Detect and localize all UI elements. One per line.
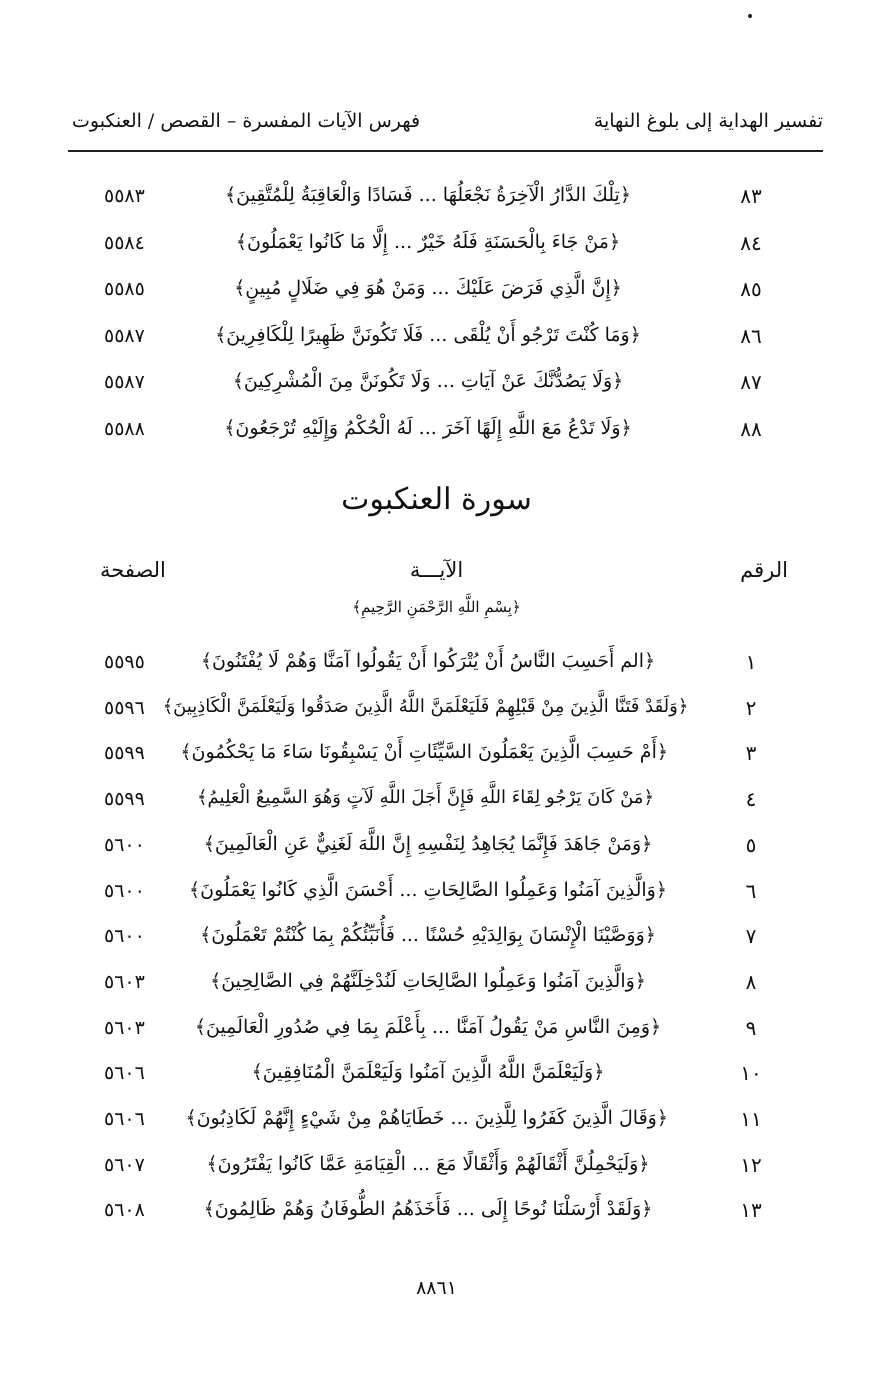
ayah-text: ﴿وَالَّذِينَ آمَنُوا وَعَمِلُوا الصَّالِحَاتِ لَنُدْخِلَنَّهُمْ فِي الصَّالِحِينَ﴾ [210,969,646,992]
index-row [0,825,873,867]
ayah-number: ٦ [745,878,757,903]
page-reference: ٥٥٩٩ [104,788,145,811]
page-reference: ٥٦٠٣ [104,1016,145,1039]
ayah-text: ﴿وَوَصَّيْنَا الْإِنْسَانَ بِوَالِدَيْهِ حُسْنًا ... فَأُنَبِّئُكُمْ بِمَا كُنْتُمْ تَعْمَلُونَ﴾ [200,924,656,947]
ayah-number: ١ [745,650,757,674]
ayah-text: ﴿وَمِنَ النَّاسِ مَنْ يَقُولُ آمَنَّا ... بِأَعْلَمَ بِمَا فِي صُدُورِ الْعَالَمِينَ﴾ [194,1015,662,1038]
margin-dot [748,14,752,18]
index-row [0,733,873,775]
page-reference: ٥٦٠٨ [104,1199,145,1222]
index-row [0,642,873,684]
ayah-number: ٧ [745,924,757,949]
page-reference: ٥٥٨٣ [104,185,145,207]
ayah-text: ﴿وَالَّذِينَ آمَنُوا وَعَمِلُوا الصَّالِحَاتِ ... أَحْسَنَ الَّذِي كَانُوا يَعْمَلُونَ﴾ [189,878,667,901]
running-header [68,110,823,146]
ayah-text: ﴿وَمَا كُنْتَ تَرْجُو أَنْ يُلْقَى ... فَلَا تَكُونَنَّ ظَهِيرًا لِلْكَافِرِينَ﴾ [215,323,641,346]
ayah-number: ١٢ [740,1152,762,1177]
ayah-number: ٨٣ [740,184,762,208]
page-reference: ٥٦٠٦ [104,1108,145,1130]
ayah-number: ٨٥ [740,277,762,301]
page-reference: ٥٦٠٠ [104,879,145,902]
ayah-number: ١١ [740,1107,762,1131]
index-row [0,779,873,821]
page-reference: ٥٦٠٧ [104,1153,145,1176]
index-row [0,962,873,1004]
index-row [0,176,873,218]
index-row [0,1145,873,1187]
ayah-number: ٨ [745,969,757,994]
ayah-number: ٢ [745,695,757,720]
ayah-number: ٨٨ [740,416,762,441]
ayah-text: ﴿تِلْكَ الدَّارُ الْآخِرَةُ نَجْعَلُهَا ... فَسَادًا وَالْعَاقِبَةُ لِلْمُتَّقِينَ﴾ [225,184,631,206]
index-row [0,269,873,311]
page-reference: ٥٥٩٥ [104,651,145,673]
index-row [0,1190,873,1232]
page-reference: ٥٥٨٧ [104,371,145,393]
column-header-number: الرقم [740,558,788,582]
ayah-number: ١٣ [740,1198,762,1223]
section-title: فهرس الآيات المفسرة – القصص / العنكبوت [72,110,421,132]
ayah-text: ﴿الم أَحَسِبَ النَّاسُ أَنْ يُتْرَكُوا أَنْ يَقُولُوا آمَنَّا وَهُمْ لَا يُفْتَنُونَ﴾ [200,650,656,672]
index-row [0,871,873,913]
index-row [0,916,873,958]
ayah-text: ﴿وَقَالَ الَّذِينَ كَفَرُوا لِلَّذِينَ ... خَطَايَاهُمْ مِنْ شَيْءٍ إِنَّهُمْ لَكَاذِبُونَ﴾ [185,1107,668,1129]
ayah-text: ﴿وَلَا يَصُدُّنَّكَ عَنْ آيَاتِ ... وَلَا تَكُونَنَّ مِنَ الْمُشْرِكِينَ﴾ [232,370,624,392]
surah-title: سورة العنكبوت [341,482,532,517]
index-row [0,362,873,404]
page-reference: ٥٦٠٦ [104,1062,145,1085]
basmala: ﴿بِسْمِ اللَّهِ الرَّحْمَنِ الرَّحِيمِ﴾ [352,598,521,616]
ayah-number: ١٠ [740,1061,762,1086]
page-reference: ٥٥٨٨ [104,417,145,440]
ayah-number: ٨٦ [740,323,762,348]
ayah-number: ٨٧ [740,370,762,394]
ayah-number: ٩ [745,1015,757,1040]
index-row [0,1008,873,1050]
ayah-text: ﴿إِنَّ الَّذِي فَرَضَ عَلَيْكَ ... وَمَنْ هُوَ فِي ضَلَالٍ مُبِينٍ﴾ [234,277,622,299]
ayah-text: ﴿وَلَيَحْمِلُنَّ أَثْقَالَهُمْ وَأَثْقَالًا مَعَ ... الْقِيَامَةِ عَمَّا كَانُوا يَفْتَرُونَ﴾ [206,1152,650,1175]
ayah-text: ﴿وَلَيَعْلَمَنَّ اللَّهُ الَّذِينَ آمَنُوا وَلَيَعْلَمَنَّ الْمُنَافِقِينَ﴾ [251,1061,605,1084]
index-row [0,1099,873,1141]
column-header-page: الصفحة [100,558,166,582]
ayah-number: ٨٤ [740,230,762,255]
ayah-text: ﴿مَنْ كَانَ يَرْجُو لِقَاءَ اللَّهِ فَإِنَّ أَجَلَ اللَّهِ لَآتٍ وَهُوَ السَّمِيعُ الْعَلِيمُ﴾ [196,787,654,809]
book-title: تفسير الهداية إلى بلوغ النهاية [593,110,823,132]
ayah-text: ﴿وَلَقَدْ أَرْسَلْنَا نُوحًا إِلَى ... فَأَخَذَهُمُ الطُّوفَانُ وَهُمْ ظَالِمُونَ﴾ [203,1198,653,1221]
page-reference: ٥٥٨٥ [104,278,145,300]
header-rule [68,150,823,152]
ayah-text: ﴿مَنْ جَاءَ بِالْحَسَنَةِ فَلَهُ خَيْرٌ ... إِلَّا مَا كَانُوا يَعْمَلُونَ﴾ [235,230,621,253]
index-row [0,409,873,451]
ayah-text: ﴿أَمْ حَسِبَ الَّذِينَ يَعْمَلُونَ السَّيِّئَاتِ أَنْ يَسْبِقُونَا سَاءَ مَا يَحْكُمُونَ﴾ [180,741,668,764]
page-number: ٨٨٦١ [416,1277,457,1299]
ayah-number: ٣ [745,741,757,766]
ayah-number: ٤ [745,787,757,812]
ayah-text: ﴿وَلَا تَدْعُ مَعَ اللَّهِ إِلَهًا آخَرَ ... لَهُ الْحُكْمُ وَإِلَيْهِ تُرْجَعُونَ﴾ [224,416,632,439]
page-reference: ٥٥٩٦ [104,696,145,719]
page-reference: ٥٦٠٠ [104,925,145,948]
ayah-text: ﴿وَمَنْ جَاهَدَ فَإِنَّمَا يُجَاهِدُ لِنَفْسِهِ إِنَّ اللَّهَ لَغَنِيٌّ عَنِ الْعَالَمِينَ﴾ [203,832,653,855]
index-row [0,316,873,358]
page-reference: ٥٥٨٤ [104,231,145,254]
ayah-text: ﴿وَلَقَدْ فَتَنَّا الَّذِينَ مِنْ قَبْلِهِمْ فَلَيَعْلَمَنَّ اللَّهُ الَّذِينَ صَدَقُوا وَلَيَعْلَمَنَّ الْكَاذِبِينَ﴾ [162,695,689,717]
column-header-ayah: الآيـــة [409,558,464,582]
index-row [0,223,873,265]
index-row [0,688,873,730]
index-row [0,1053,873,1095]
page-reference: ٥٦٠٣ [104,970,145,993]
page-reference: ٥٦٠٠ [104,833,145,856]
ayah-number: ٥ [745,832,757,857]
page-reference: ٥٥٩٩ [104,742,145,765]
page-reference: ٥٥٨٧ [104,324,145,347]
